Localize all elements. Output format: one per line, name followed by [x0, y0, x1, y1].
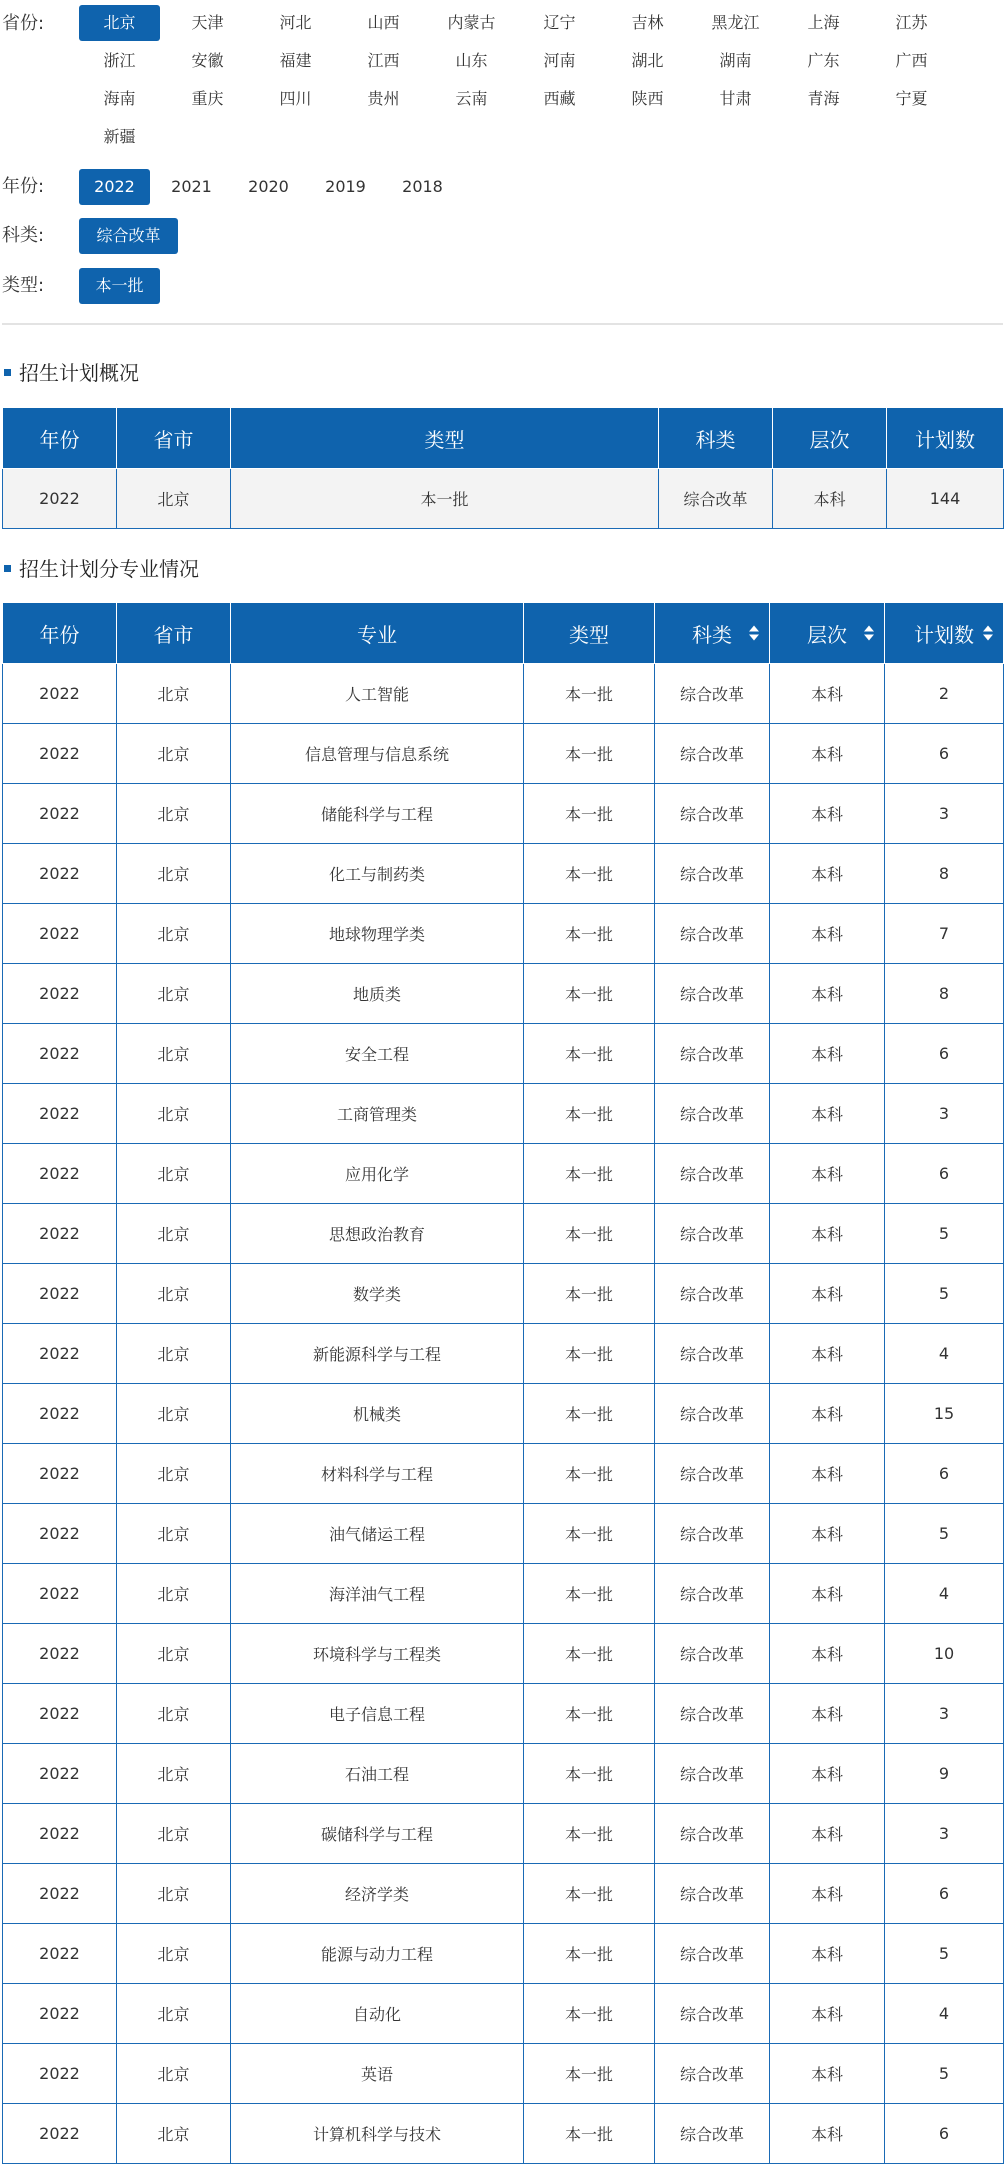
table-cell: 碳储科学与工程: [231, 1804, 524, 1864]
province-option[interactable]: 天津: [191, 13, 224, 32]
table-cell: 2022: [3, 1924, 117, 1984]
table-cell: 6: [885, 1444, 1004, 1504]
table-cell: 本科: [770, 1384, 885, 1444]
table-cell: 信息管理与信息系统: [231, 724, 524, 784]
table-cell: 本科: [770, 1144, 885, 1204]
table-row: [3, 1924, 1004, 1984]
table-cell: 本一批: [524, 1204, 655, 1264]
table-cell: 2022: [3, 2044, 117, 2104]
overview-header-row: [3, 408, 1004, 469]
majors-header-cell: [3, 603, 117, 664]
table-cell: 本科: [770, 1624, 885, 1684]
overview-title-text: 招生计划概况: [19, 361, 139, 385]
table-cell: 10: [885, 1624, 1004, 1684]
table-cell: 北京: [117, 844, 231, 904]
table-row: [3, 724, 1004, 784]
table-cell: 综合改革: [655, 844, 770, 904]
header-label: 省市: [153, 622, 194, 647]
table-cell: 2022: [3, 904, 117, 964]
table-cell: 北京: [117, 1084, 231, 1144]
table-cell: 本科: [770, 1024, 885, 1084]
table-cell: 本科: [770, 1984, 885, 2044]
table-cell: 计算机科学与技术: [231, 2104, 524, 2164]
header-label: 专业: [357, 622, 397, 647]
year-option[interactable]: 2022: [79, 169, 150, 205]
table-cell: 化工与制药类: [231, 844, 524, 904]
table-cell: 6: [885, 1864, 1004, 1924]
square-bullet-icon: [4, 369, 11, 376]
table-cell: 本科: [770, 1204, 885, 1264]
sortable-header-cell[interactable]: [655, 603, 770, 664]
table-row: [3, 1324, 1004, 1384]
province-option[interactable]: 青海: [807, 89, 840, 108]
table-cell: 本一批: [524, 2104, 655, 2164]
majors-header-cell: [524, 603, 655, 664]
province-option[interactable]: 吉林: [631, 13, 664, 32]
majors-header-cell: [231, 603, 524, 664]
table-cell: 2022: [3, 1744, 117, 1804]
province-option[interactable]: 上海: [807, 13, 840, 32]
province-option[interactable]: 山西: [367, 13, 400, 32]
province-option[interactable]: 广西: [895, 51, 928, 70]
table-cell: 3: [885, 1684, 1004, 1744]
table-cell: 本科: [770, 1264, 885, 1324]
overview-cell: 144: [887, 469, 1004, 529]
table-cell: 2022: [3, 1804, 117, 1864]
table-cell: 北京: [117, 1744, 231, 1804]
table-cell: 北京: [117, 1624, 231, 1684]
table-cell: 北京: [117, 964, 231, 1024]
table-cell: 综合改革: [655, 2104, 770, 2164]
table-cell: 2022: [3, 1624, 117, 1684]
table-cell: 2022: [3, 2104, 117, 2164]
overview-cell: 北京: [117, 469, 231, 529]
table-cell: 北京: [117, 1924, 231, 1984]
table-cell: 本一批: [524, 1024, 655, 1084]
table-cell: 5: [885, 1924, 1004, 1984]
majors-table: [2, 602, 1004, 2164]
table-cell: 综合改革: [655, 1864, 770, 1924]
table-cell: 综合改革: [655, 1684, 770, 1744]
table-cell: 北京: [117, 664, 231, 724]
table-cell: 综合改革: [655, 1744, 770, 1804]
table-cell: 综合改革: [655, 784, 770, 844]
table-row: [3, 1204, 1004, 1264]
table-cell: 本科: [770, 1924, 885, 1984]
table-cell: 综合改革: [655, 1324, 770, 1384]
table-cell: 3: [885, 784, 1004, 844]
table-cell: 2022: [3, 1564, 117, 1624]
table-cell: 综合改革: [655, 964, 770, 1024]
province-option[interactable]: 辽宁: [543, 13, 576, 32]
province-option[interactable]: 福建: [279, 51, 312, 70]
table-cell: 4: [885, 1564, 1004, 1624]
table-cell: 机械类: [231, 1384, 524, 1444]
table-cell: 本一批: [524, 844, 655, 904]
table-cell: 2: [885, 664, 1004, 724]
overview-cell: 本科: [773, 469, 887, 529]
table-row: [3, 2044, 1004, 2104]
table-row: [3, 1624, 1004, 1684]
table-cell: 本科: [770, 1684, 885, 1744]
table-cell: 6: [885, 1024, 1004, 1084]
table-row: [3, 1504, 1004, 1564]
table-cell: 本一批: [524, 1924, 655, 1984]
table-cell: 自动化: [231, 1984, 524, 2044]
table-cell: 综合改革: [655, 1984, 770, 2044]
table-row: [3, 664, 1004, 724]
table-cell: 3: [885, 1084, 1004, 1144]
table-row: [3, 1744, 1004, 1804]
type-label: 类型:: [2, 275, 45, 296]
overview-header-cell: 类型: [231, 408, 659, 469]
sort-arrows-icon[interactable]: [983, 626, 993, 641]
table-cell: 综合改革: [655, 1504, 770, 1564]
table-row: [3, 1084, 1004, 1144]
table-cell: 本一批: [524, 1864, 655, 1924]
majors-title: [2, 554, 199, 584]
table-cell: 综合改革: [655, 904, 770, 964]
table-cell: 本一批: [524, 1804, 655, 1864]
table-cell: 本科: [770, 1564, 885, 1624]
majors-title-text: 招生计划分专业情况: [19, 557, 199, 581]
province-option[interactable]: 陕西: [631, 89, 664, 108]
overview-header-cell: 省市: [117, 408, 231, 469]
overview-header-cell: 计划数: [887, 408, 1004, 469]
sort-arrows-icon[interactable]: [749, 626, 759, 641]
table-cell: 北京: [117, 1564, 231, 1624]
table-row: [3, 1024, 1004, 1084]
sort-arrows-icon[interactable]: [864, 626, 874, 641]
table-cell: 本一批: [524, 784, 655, 844]
table-cell: 本科: [770, 1084, 885, 1144]
table-cell: 综合改革: [655, 1264, 770, 1324]
table-cell: 本一批: [524, 1684, 655, 1744]
table-cell: 本一批: [524, 1624, 655, 1684]
table-cell: 5: [885, 1264, 1004, 1324]
square-bullet-icon: [4, 565, 11, 572]
table-row: [3, 1264, 1004, 1324]
province-option[interactable]: 宁夏: [895, 89, 928, 108]
table-cell: 经济学类: [231, 1864, 524, 1924]
overview-row: [3, 469, 1004, 529]
table-row: [3, 964, 1004, 1024]
table-cell: 电子信息工程: [231, 1684, 524, 1744]
table-cell: 北京: [117, 1384, 231, 1444]
table-cell: 8: [885, 844, 1004, 904]
header-label: 层次: [807, 622, 847, 647]
table-cell: 2022: [3, 784, 117, 844]
overview-cell: 本一批: [231, 469, 659, 529]
table-cell: 本科: [770, 1504, 885, 1564]
table-cell: 15: [885, 1384, 1004, 1444]
table-cell: 本科: [770, 1444, 885, 1504]
table-cell: 北京: [117, 1684, 231, 1744]
table-cell: 4: [885, 1324, 1004, 1384]
overview-table: [2, 407, 1004, 529]
table-cell: 本科: [770, 964, 885, 1024]
table-cell: 应用化学: [231, 1144, 524, 1204]
table-cell: 本一批: [524, 1264, 655, 1324]
province-option[interactable]: 河南: [543, 51, 576, 70]
table-cell: 海洋油气工程: [231, 1564, 524, 1624]
table-cell: 5: [885, 1504, 1004, 1564]
table-cell: 综合改革: [655, 2044, 770, 2104]
sortable-header-cell[interactable]: [770, 603, 885, 664]
table-cell: 本科: [770, 1864, 885, 1924]
year-option[interactable]: 2020: [248, 177, 289, 196]
table-cell: 2022: [3, 1684, 117, 1744]
divider: [2, 323, 1003, 325]
table-cell: 6: [885, 1144, 1004, 1204]
table-cell: 本一批: [524, 1084, 655, 1144]
table-cell: 6: [885, 2104, 1004, 2164]
table-cell: 本科: [770, 1744, 885, 1804]
table-cell: 人工智能: [231, 664, 524, 724]
table-cell: 综合改革: [655, 724, 770, 784]
table-cell: 储能科学与工程: [231, 784, 524, 844]
table-cell: 综合改革: [655, 1564, 770, 1624]
table-cell: 本科: [770, 2104, 885, 2164]
table-cell: 5: [885, 2044, 1004, 2104]
table-row: [3, 1564, 1004, 1624]
header-label: 计划数: [914, 622, 974, 647]
table-cell: 北京: [117, 1984, 231, 2044]
province-option[interactable]: 湖南: [719, 51, 752, 70]
province-option[interactable]: 内蒙古: [447, 13, 496, 32]
table-row: [3, 784, 1004, 844]
table-cell: 本科: [770, 844, 885, 904]
table-cell: 本一批: [524, 1504, 655, 1564]
table-cell: 2022: [3, 1204, 117, 1264]
table-cell: 环境科学与工程类: [231, 1624, 524, 1684]
table-cell: 综合改革: [655, 1444, 770, 1504]
table-cell: 综合改革: [655, 1024, 770, 1084]
table-cell: 综合改革: [655, 1084, 770, 1144]
table-cell: 本科: [770, 904, 885, 964]
table-cell: 4: [885, 1984, 1004, 2044]
table-cell: 北京: [117, 1024, 231, 1084]
province-option[interactable]: 贵州: [367, 89, 400, 108]
table-cell: 思想政治教育: [231, 1204, 524, 1264]
table-cell: 2022: [3, 1864, 117, 1924]
province-option[interactable]: 广东: [807, 51, 840, 70]
table-cell: 综合改革: [655, 664, 770, 724]
header-label: 年份: [39, 622, 80, 647]
table-cell: 2022: [3, 664, 117, 724]
province-option[interactable]: 西藏: [543, 89, 576, 108]
overview-header-cell: 年份: [3, 408, 117, 469]
province-option[interactable]: 山东: [455, 51, 488, 70]
table-cell: 8: [885, 964, 1004, 1024]
table-cell: 北京: [117, 1324, 231, 1384]
province-option[interactable]: 浙江: [103, 51, 136, 70]
table-cell: 本科: [770, 1804, 885, 1864]
subject-option[interactable]: 综合改革: [79, 218, 178, 254]
table-cell: 2022: [3, 1984, 117, 2044]
table-cell: 本一批: [524, 664, 655, 724]
province-option[interactable]: 河北: [279, 13, 312, 32]
table-cell: 本科: [770, 724, 885, 784]
majors-header-row: [3, 603, 1004, 664]
table-cell: 材料科学与工程: [231, 1444, 524, 1504]
table-cell: 2022: [3, 1504, 117, 1564]
table-cell: 地质类: [231, 964, 524, 1024]
table-cell: 2022: [3, 1444, 117, 1504]
province-option[interactable]: 安徽: [191, 51, 224, 70]
overview-title: [2, 358, 139, 388]
table-cell: 北京: [117, 1864, 231, 1924]
table-cell: 北京: [117, 1804, 231, 1864]
table-cell: 本一批: [524, 964, 655, 1024]
table-cell: 本一批: [524, 1324, 655, 1384]
province-option[interactable]: 云南: [455, 89, 488, 108]
table-cell: 本科: [770, 1324, 885, 1384]
table-row: [3, 1144, 1004, 1204]
province-option[interactable]: 新疆: [103, 127, 136, 146]
table-cell: 北京: [117, 1264, 231, 1324]
table-cell: 北京: [117, 1144, 231, 1204]
province-option[interactable]: 重庆: [191, 89, 224, 108]
table-cell: 工商管理类: [231, 1084, 524, 1144]
table-cell: 北京: [117, 904, 231, 964]
table-cell: 综合改革: [655, 1624, 770, 1684]
table-cell: 本一批: [524, 1444, 655, 1504]
province-option[interactable]: 黑龙江: [711, 13, 760, 32]
table-row: [3, 1804, 1004, 1864]
province-option[interactable]: 北京: [79, 5, 160, 41]
table-cell: 油气储运工程: [231, 1504, 524, 1564]
table-cell: 本一批: [524, 2044, 655, 2104]
table-row: [3, 1384, 1004, 1444]
table-cell: 2022: [3, 964, 117, 1024]
table-cell: 本一批: [524, 1564, 655, 1624]
table-cell: 综合改革: [655, 1924, 770, 1984]
table-cell: 本科: [770, 784, 885, 844]
table-cell: 5: [885, 1204, 1004, 1264]
table-cell: 本一批: [524, 1144, 655, 1204]
table-row: [3, 1684, 1004, 1744]
table-cell: 综合改革: [655, 1204, 770, 1264]
table-row: [3, 1864, 1004, 1924]
table-cell: 2022: [3, 1144, 117, 1204]
table-cell: 9: [885, 1744, 1004, 1804]
table-cell: 能源与动力工程: [231, 1924, 524, 1984]
overview-cell: 2022: [3, 469, 117, 529]
province-option[interactable]: 四川: [279, 89, 312, 108]
year-option[interactable]: 2019: [325, 177, 366, 196]
header-label: 科类: [692, 622, 732, 647]
table-cell: 北京: [117, 2044, 231, 2104]
table-cell: 综合改革: [655, 1144, 770, 1204]
table-cell: 综合改革: [655, 1384, 770, 1444]
overview-header-cell: 科类: [659, 408, 773, 469]
table-row: [3, 1444, 1004, 1504]
table-cell: 本一批: [524, 1744, 655, 1804]
table-cell: 安全工程: [231, 1024, 524, 1084]
table-cell: 本一批: [524, 1984, 655, 2044]
table-cell: 新能源科学与工程: [231, 1324, 524, 1384]
table-cell: 北京: [117, 1444, 231, 1504]
table-cell: 本一批: [524, 1384, 655, 1444]
type-option[interactable]: 本一批: [79, 268, 160, 304]
province-option[interactable]: 江苏: [895, 13, 928, 32]
province-option[interactable]: 湖北: [631, 51, 664, 70]
table-cell: 北京: [117, 784, 231, 844]
table-cell: 本科: [770, 664, 885, 724]
table-row: [3, 1984, 1004, 2044]
province-option[interactable]: 甘肃: [719, 89, 752, 108]
table-cell: 英语: [231, 2044, 524, 2104]
table-cell: 2022: [3, 844, 117, 904]
province-label: 省份:: [2, 13, 45, 34]
subject-label: 科类:: [2, 225, 45, 246]
year-option[interactable]: 2018: [402, 177, 443, 196]
table-cell: 2022: [3, 1084, 117, 1144]
year-option[interactable]: 2021: [171, 177, 212, 196]
table-row: [3, 844, 1004, 904]
header-label: 类型: [569, 622, 609, 647]
province-option[interactable]: 海南: [103, 89, 136, 108]
table-cell: 综合改革: [655, 1804, 770, 1864]
table-cell: 6: [885, 724, 1004, 784]
table-row: [3, 904, 1004, 964]
table-cell: 北京: [117, 1504, 231, 1564]
table-cell: 2022: [3, 1024, 117, 1084]
table-cell: 北京: [117, 2104, 231, 2164]
year-label: 年份:: [2, 176, 45, 197]
overview-header-cell: 层次: [773, 408, 887, 469]
table-cell: 本科: [770, 2044, 885, 2104]
table-cell: 2022: [3, 1264, 117, 1324]
table-cell: 3: [885, 1804, 1004, 1864]
table-cell: 地球物理学类: [231, 904, 524, 964]
table-cell: 2022: [3, 724, 117, 784]
table-cell: 本一批: [524, 904, 655, 964]
table-row: [3, 2104, 1004, 2164]
table-cell: 2022: [3, 1324, 117, 1384]
sortable-header-cell[interactable]: [885, 603, 1004, 664]
table-cell: 数学类: [231, 1264, 524, 1324]
table-cell: 北京: [117, 1204, 231, 1264]
majors-header-cell: [117, 603, 231, 664]
province-option[interactable]: 江西: [367, 51, 400, 70]
table-cell: 2022: [3, 1384, 117, 1444]
overview-cell: 综合改革: [659, 469, 773, 529]
table-cell: 石油工程: [231, 1744, 524, 1804]
table-cell: 7: [885, 904, 1004, 964]
table-cell: 北京: [117, 724, 231, 784]
table-cell: 本一批: [524, 724, 655, 784]
